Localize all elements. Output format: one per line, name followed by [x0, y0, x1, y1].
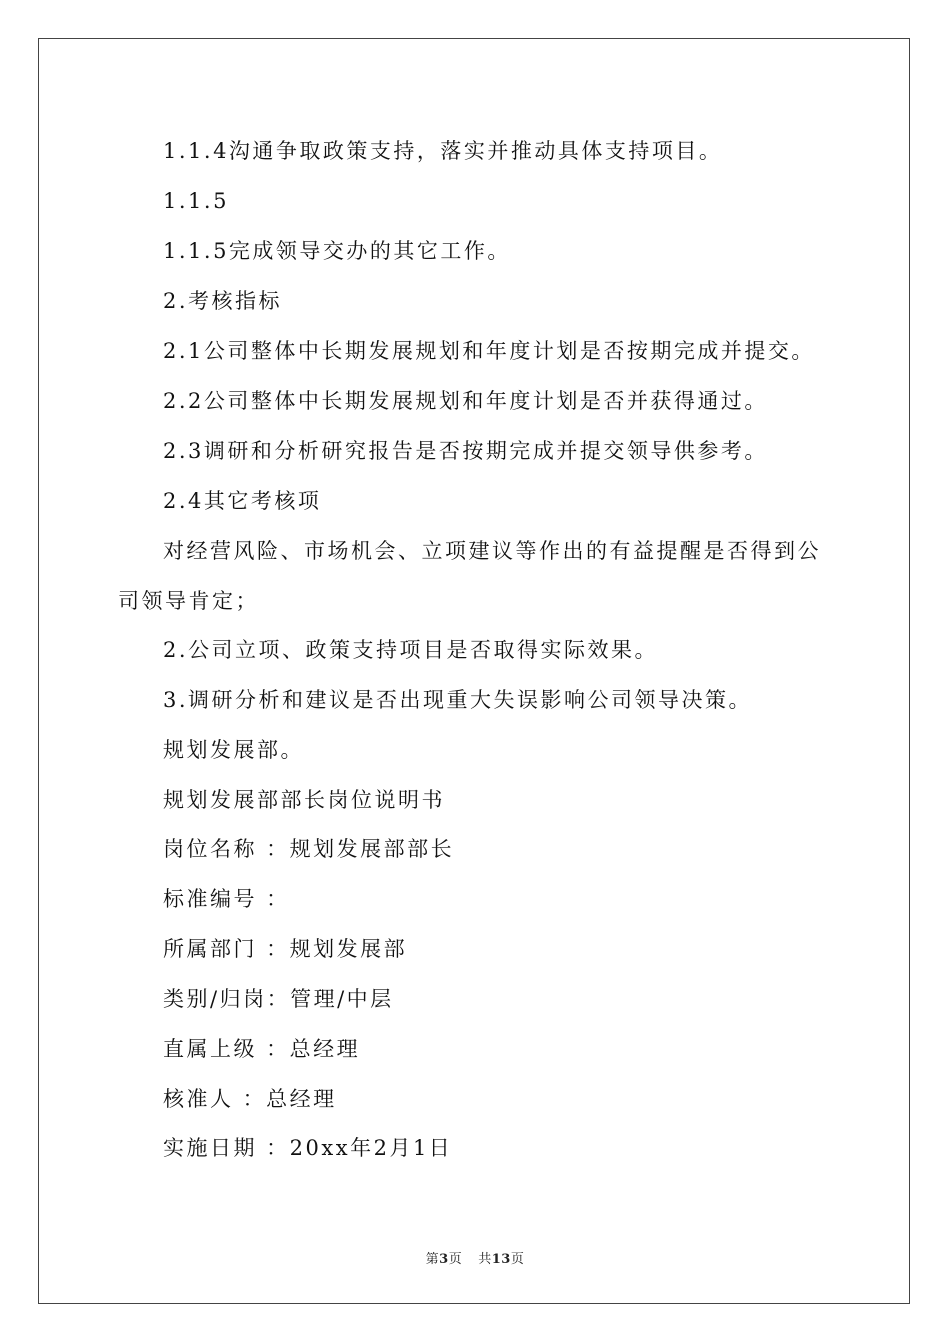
field-effective-date: 实施日期 ：20xx年2月1日: [163, 1136, 453, 1160]
text-line: 对经营风险、市场机会、立项建议等作出的有益提醒是否得到公: [163, 539, 821, 563]
footer-total-suffix: 页: [510, 1252, 525, 1267]
field-position-name: 岗位名称 ：规划发展部部长: [163, 837, 455, 861]
section-heading: 2.考核指标: [163, 289, 283, 313]
text-line: 2.公司立项、政策支持项目是否取得实际效果。: [163, 638, 659, 662]
field-standard-number: 标准编号 ：: [163, 887, 290, 911]
text-line: 2.1公司整体中长期发展规划和年度计划是否按期完成并提交。: [163, 339, 815, 363]
footer-page-suffix: 页: [448, 1252, 463, 1267]
text-line: 1.1.5: [163, 189, 229, 213]
total-pages: 13: [491, 1252, 511, 1267]
field-approver: 核准人 ：总经理: [163, 1087, 337, 1111]
page-frame: [38, 38, 910, 1304]
text-line: 1.1.4沟通争取政策支持，落实并推动具体支持项目。: [163, 139, 723, 163]
page-footer: [0, 1248, 950, 1267]
text-line: 3.调研分析和建议是否出现重大失误影响公司领导决策。: [163, 688, 753, 712]
text-line-continuation: 司领导肯定；: [118, 589, 259, 613]
text-line: 规划发展部。: [163, 738, 304, 762]
text-line: 2.2公司整体中长期发展规划和年度计划是否并获得通过。: [163, 389, 768, 413]
text-line: 2.3调研和分析研究报告是否按期完成并提交领导供参考。: [163, 439, 768, 463]
text-line: 1.1.5完成领导交办的其它工作。: [163, 239, 511, 263]
footer-total-prefix: 共: [478, 1252, 492, 1267]
document-title: 规划发展部部长岗位说明书: [163, 788, 445, 812]
field-supervisor: 直属上级 ：总经理: [163, 1037, 361, 1061]
footer-prefix: 第: [425, 1252, 440, 1267]
field-category: 类别/归岗：管理/中层: [163, 987, 394, 1011]
field-department: 所属部门 ：规划发展部: [163, 937, 408, 961]
page-number: 3: [439, 1252, 449, 1267]
text-line: 2.4其它考核项: [163, 489, 322, 513]
